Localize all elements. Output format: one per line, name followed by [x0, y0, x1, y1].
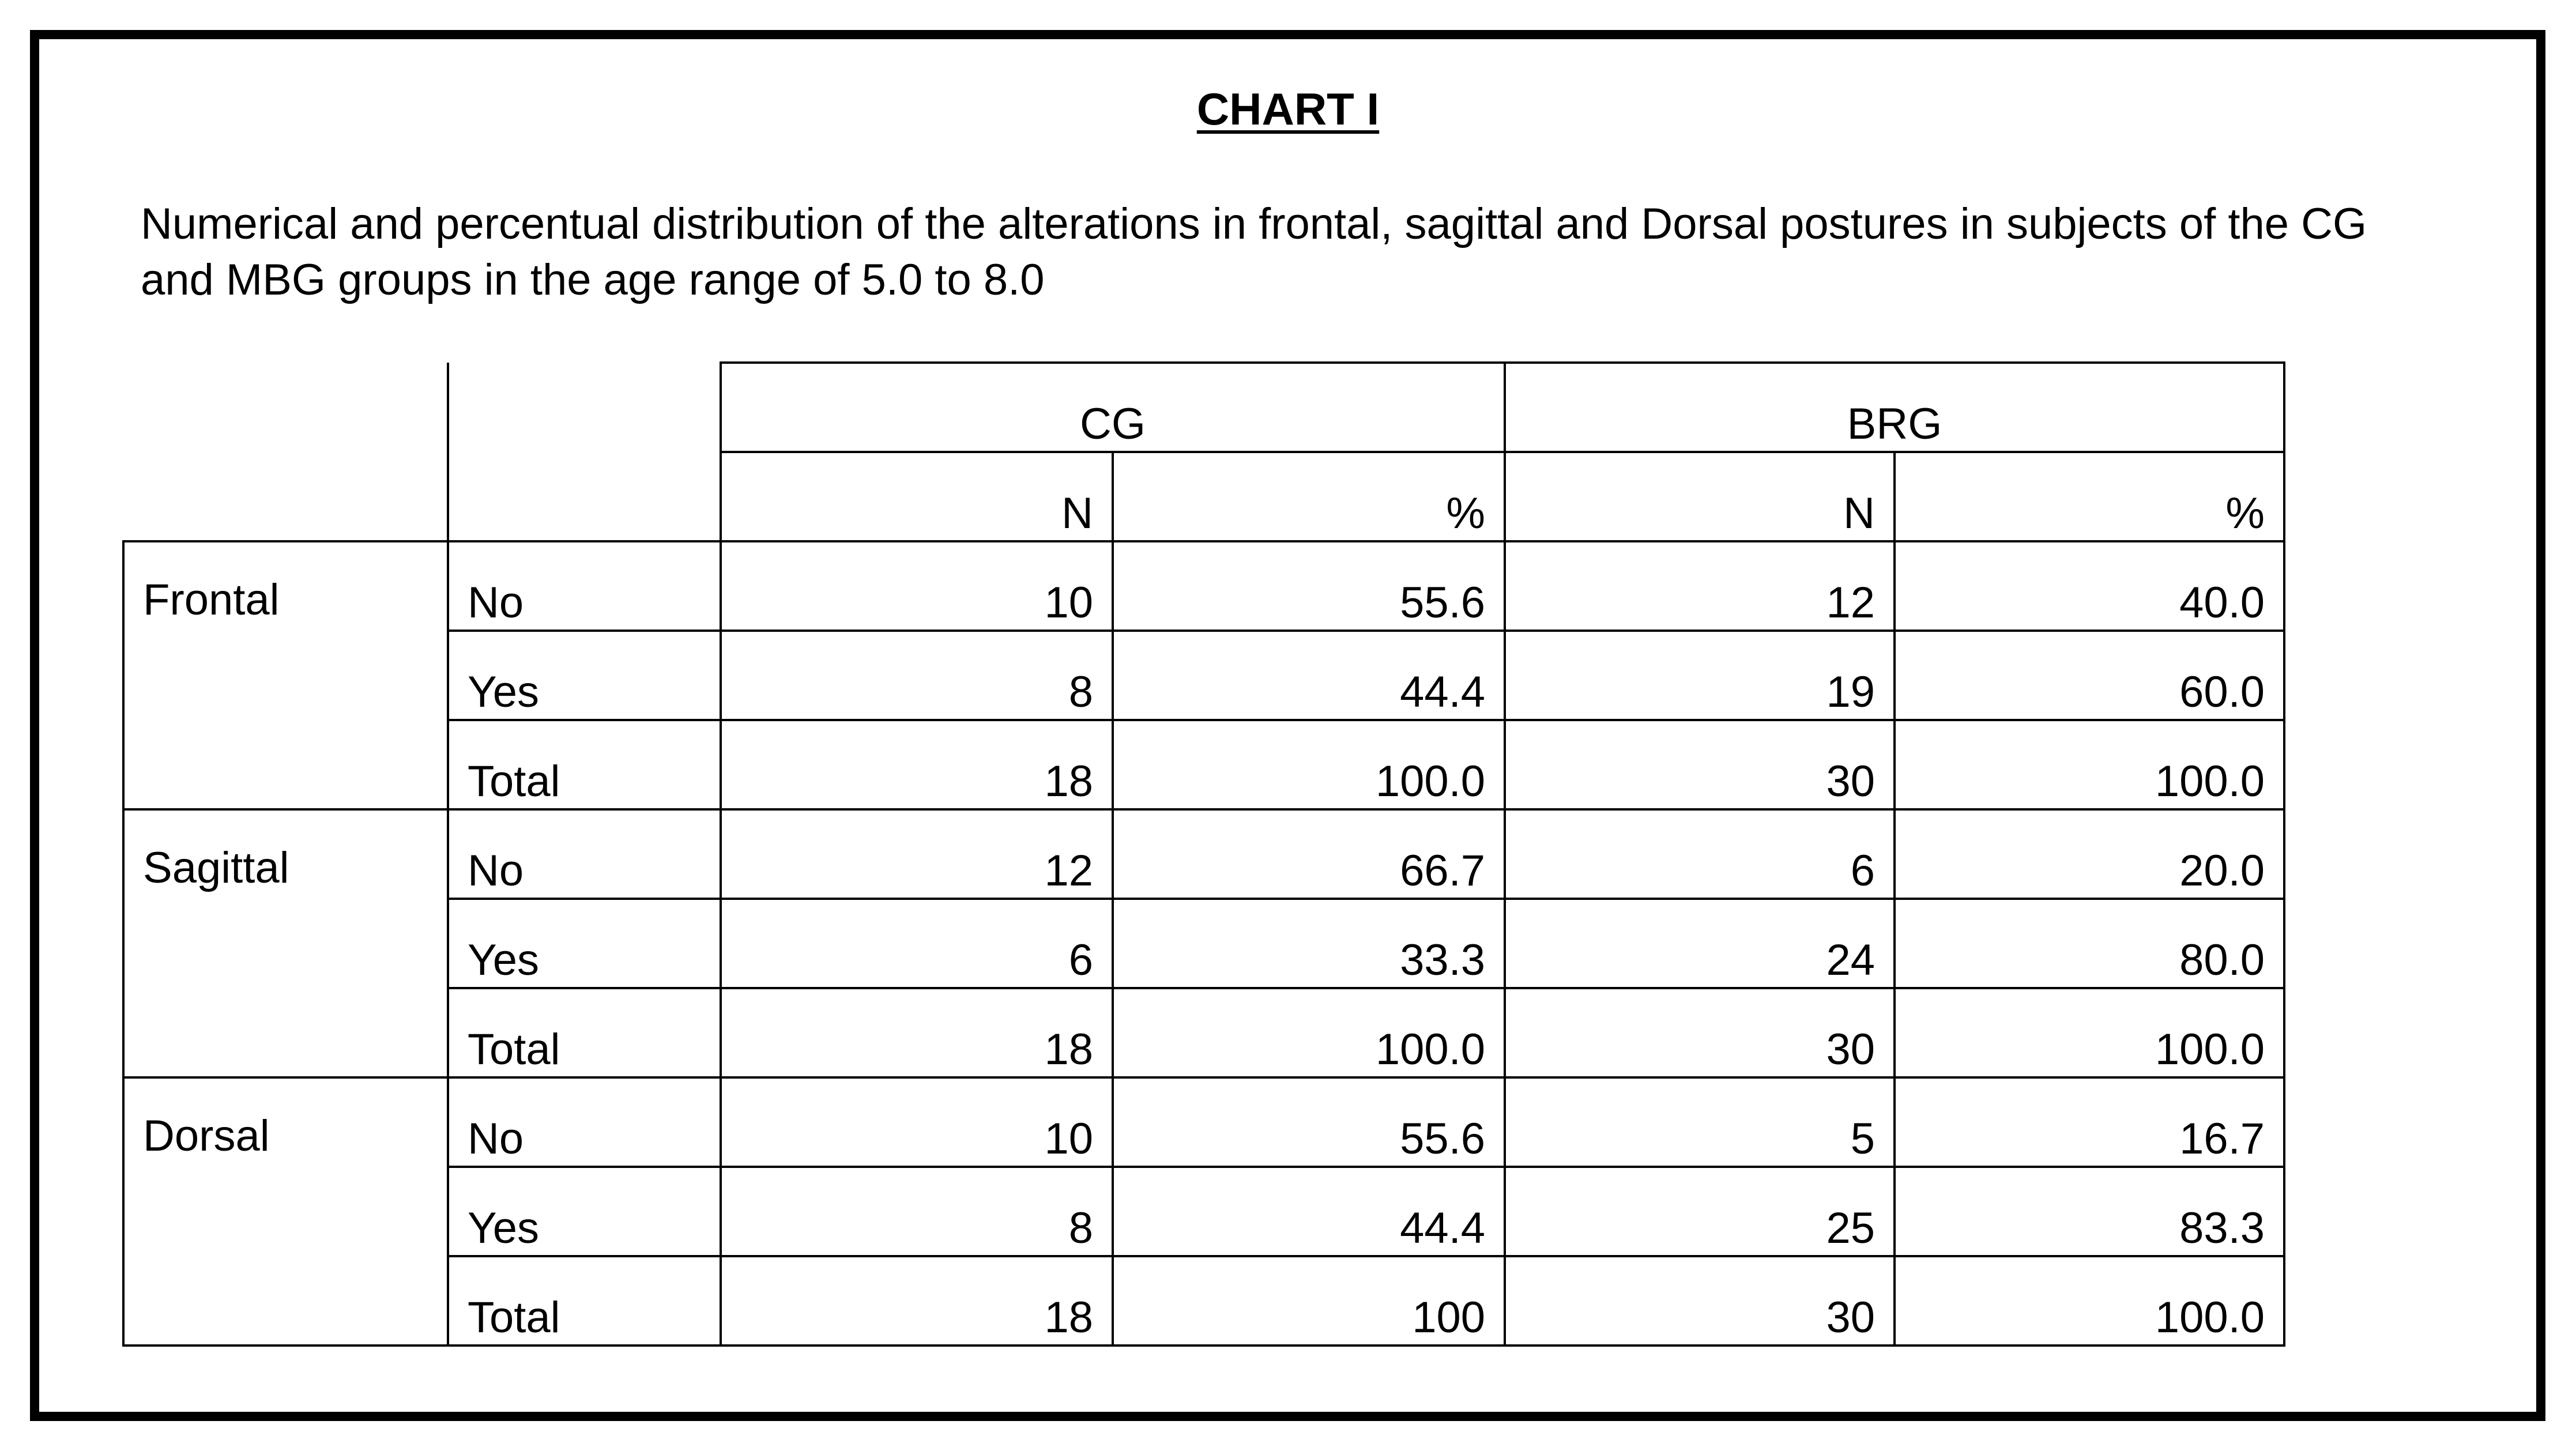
value-cell: 18: [721, 988, 1113, 1077]
value-cell: 100.0: [1895, 1256, 2284, 1346]
value-cell: 24: [1505, 899, 1895, 988]
value-cell: 10: [721, 541, 1113, 631]
value-cell: 30: [1505, 720, 1895, 809]
value-cell: 60.0: [1895, 631, 2284, 720]
value-cell: 33.3: [1113, 899, 1505, 988]
value-cell: 80.0: [1895, 899, 2284, 988]
table-row: [123, 899, 2284, 988]
subheader-row: [123, 452, 2284, 541]
value-cell: 100.0: [1113, 720, 1505, 809]
blank-cell: [448, 452, 721, 541]
table-row: [123, 1167, 2284, 1256]
subheader-cg-pct: %: [1113, 452, 1505, 541]
row-label: No: [448, 541, 721, 631]
value-cell: 19: [1505, 631, 1895, 720]
value-cell: 20.0: [1895, 809, 2284, 899]
table-row: [123, 541, 2284, 631]
value-cell: 55.6: [1113, 1077, 1505, 1167]
category-label: Dorsal: [123, 1077, 448, 1346]
value-cell: 25: [1505, 1167, 1895, 1256]
data-table: [122, 361, 2285, 1347]
table-row: [123, 1077, 2284, 1167]
value-cell: 44.4: [1113, 1167, 1505, 1256]
value-cell: 30: [1505, 1256, 1895, 1346]
table-row: [123, 809, 2284, 899]
value-cell: 5: [1505, 1077, 1895, 1167]
blank-cell: [123, 452, 448, 541]
row-label: No: [448, 809, 721, 899]
table-row: [123, 720, 2284, 809]
value-cell: 100.0: [1113, 988, 1505, 1077]
table-row: [123, 988, 2284, 1077]
value-cell: 100.0: [1895, 988, 2284, 1077]
row-label: No: [448, 1077, 721, 1167]
blank-cell: [448, 363, 721, 452]
value-cell: 18: [721, 1256, 1113, 1346]
value-cell: 55.6: [1113, 541, 1505, 631]
value-cell: 12: [1505, 541, 1895, 631]
table-body: [123, 541, 2284, 1346]
value-cell: 83.3: [1895, 1167, 2284, 1256]
value-cell: 8: [721, 631, 1113, 720]
table-row: [123, 1256, 2284, 1346]
subheader-cg-n: N: [721, 452, 1113, 541]
group-header-row: [123, 363, 2284, 452]
value-cell: 12: [721, 809, 1113, 899]
row-label: Yes: [448, 899, 721, 988]
value-cell: 10: [721, 1077, 1113, 1167]
row-label: Total: [448, 720, 721, 809]
value-cell: 40.0: [1895, 541, 2284, 631]
subheader-brg-n: N: [1505, 452, 1895, 541]
row-label: Total: [448, 988, 721, 1077]
value-cell: 30: [1505, 988, 1895, 1077]
row-label: Yes: [448, 631, 721, 720]
group-header-cg: CG: [721, 363, 1505, 452]
category-label: Sagittal: [123, 809, 448, 1077]
value-cell: 44.4: [1113, 631, 1505, 720]
chart-title: CHART I: [1196, 84, 1380, 134]
table-row: [123, 631, 2284, 720]
value-cell: 16.7: [1895, 1077, 2284, 1167]
row-label: Yes: [448, 1167, 721, 1256]
table-caption: Numerical and percentual distribution of the alterations in frontal, sagittal and Dorsal postures in subjects of the CG and MBG groups in the age range of 5.0 to 8.0: [141, 199, 2367, 304]
subheader-brg-pct: %: [1895, 452, 2284, 541]
value-cell: 100: [1113, 1256, 1505, 1346]
value-cell: 6: [721, 899, 1113, 988]
value-cell: 18: [721, 720, 1113, 809]
value-cell: 8: [721, 1167, 1113, 1256]
row-label: Total: [448, 1256, 721, 1346]
blank-cell: [123, 363, 448, 452]
value-cell: 6: [1505, 809, 1895, 899]
value-cell: 66.7: [1113, 809, 1505, 899]
category-label: Frontal: [123, 541, 448, 809]
value-cell: 100.0: [1895, 720, 2284, 809]
group-header-brg: BRG: [1505, 363, 2284, 452]
